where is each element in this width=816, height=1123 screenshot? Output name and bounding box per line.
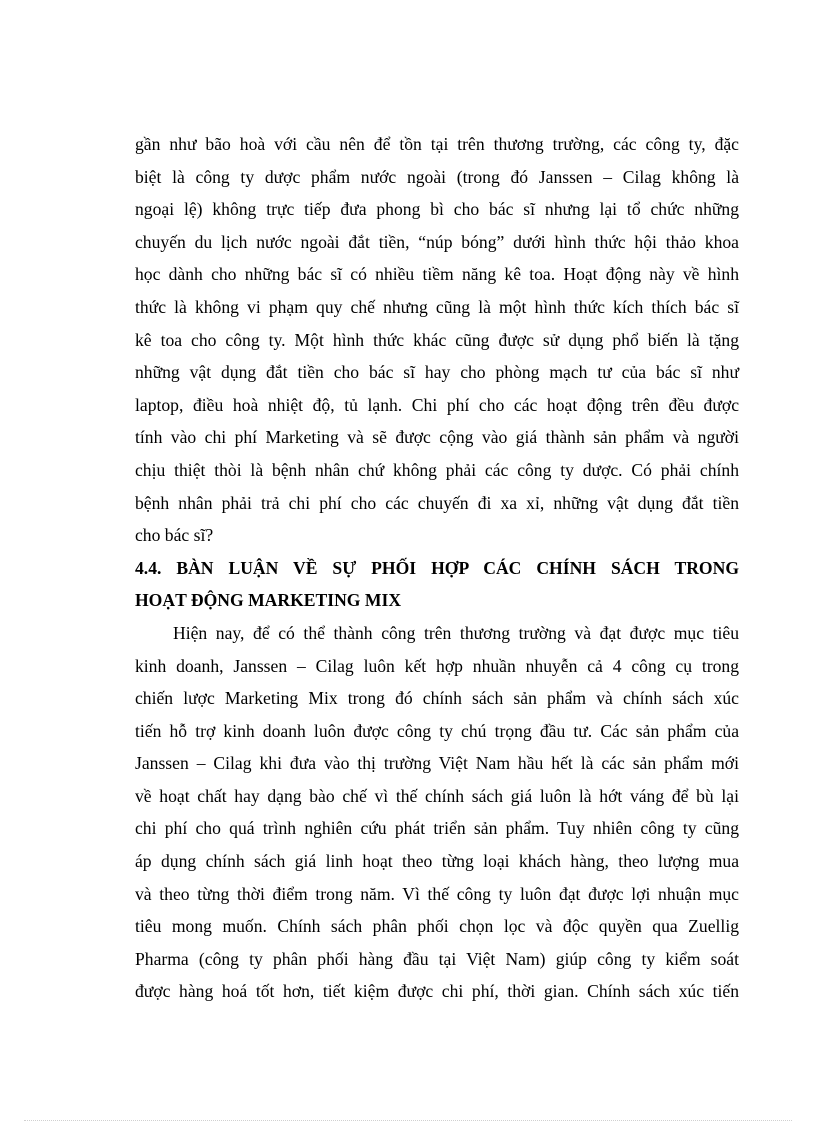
text-line: học dành cho những bác sĩ có nhiều tiềm năng kê toa. Hoạt động này về hình bbox=[135, 264, 739, 285]
paragraph-1 bbox=[135, 128, 739, 552]
text-line: tính vào chi phí Marketing và sẽ được cộng vào giá thành sản phẩm và người bbox=[135, 427, 739, 448]
paragraph-2 bbox=[135, 617, 739, 1008]
text-line: được hàng hoá tốt hơn, tiết kiệm được chi phí, thời gian. Chính sách xúc tiến bbox=[135, 981, 739, 1002]
page-bottom-divider bbox=[24, 1120, 792, 1121]
text-line: Pharma (công ty phân phối hàng đầu tại Việt Nam) giúp công ty kiểm soát bbox=[135, 948, 739, 969]
text-line: tiến hỗ trợ kinh doanh luôn được công ty chú trọng đầu tư. Các sản phẩm của bbox=[135, 720, 739, 741]
text-line: kinh doanh, Janssen – Cilag luôn kết hợp nhuần nhuyễn cả 4 công cụ trong bbox=[135, 655, 739, 676]
text-line: cho bác sĩ? bbox=[135, 525, 214, 546]
text-line: chuyến du lịch nước ngoài đắt tiền, “núp bóng” dưới hình thức hội thảo khoa bbox=[135, 231, 739, 252]
text-line: tiêu mong muốn. Chính sách phân phối chọn lọc và độc quyền qua Zuellig bbox=[135, 916, 739, 937]
text-line: Hiện nay, để có thể thành công trên thương trường và đạt được mục tiêu bbox=[173, 622, 739, 643]
text-line: về hoạt chất hay dạng bào chế vì thế chính sách giá luôn là hớt váng để bù lại bbox=[135, 785, 739, 806]
text-line: laptop, điều hoà nhiệt độ, tủ lạnh. Chi phí cho các hoạt động trên đều được bbox=[135, 394, 739, 415]
text-line: chi phí cho quá trình nghiên cứu phát triển sản phẩm. Tuy nhiên công ty cũng bbox=[135, 818, 739, 839]
text-line: chiến lược Marketing Mix trong đó chính sách sản phẩm và chính sách xúc bbox=[135, 688, 739, 709]
text-line: gần như bão hoà với cầu nên để tồn tại trên thương trường, các công ty, đặc bbox=[135, 134, 739, 154]
text-line: những vật dụng đắt tiền cho bác sĩ hay cho phòng mạch tư của bác sĩ như bbox=[135, 362, 739, 383]
text-line: kê toa cho công ty. Một hình thức khác cũng được sử dụng phổ biến là tặng bbox=[135, 329, 739, 350]
section-heading bbox=[135, 552, 739, 617]
page-content bbox=[135, 128, 739, 1008]
text-line: áp dụng chính sách giá linh hoạt theo từng loại khách hàng, theo lượng mua bbox=[135, 851, 739, 872]
text-line: và theo từng thời điểm trong năm. Vì thế công ty luôn đạt được lợi nhuận mục bbox=[135, 883, 739, 904]
text-line: ngoại lệ) không trực tiếp đưa phong bì cho bác sĩ nhưng lại tổ chức những bbox=[135, 199, 739, 220]
text-line: bệnh nhân phải trả chi phí cho các chuyến đi xa xỉ, những vật dụng đắt tiền bbox=[135, 492, 739, 513]
section-heading-line: HOẠT ĐỘNG MARKETING MIX bbox=[135, 590, 402, 611]
text-line: thức là không vi phạm quy chế nhưng cũng là một hình thức kích thích bác sĩ bbox=[135, 296, 739, 317]
text-line: biệt là công ty dược phẩm nước ngoài (trong đó Janssen – Cilag không là bbox=[135, 166, 739, 187]
text-line: Janssen – Cilag khi đưa vào thị trường Việt Nam hầu hết là các sản phẩm mới bbox=[135, 753, 739, 774]
text-line: chịu thiệt thòi là bệnh nhân chứ không phải các công ty dược. Có phải chính bbox=[135, 459, 739, 480]
section-heading-line: 4.4. BÀN LUẬN VỀ SỰ PHỐI HỢP CÁC CHÍNH SÁCH TRONG bbox=[135, 557, 739, 578]
